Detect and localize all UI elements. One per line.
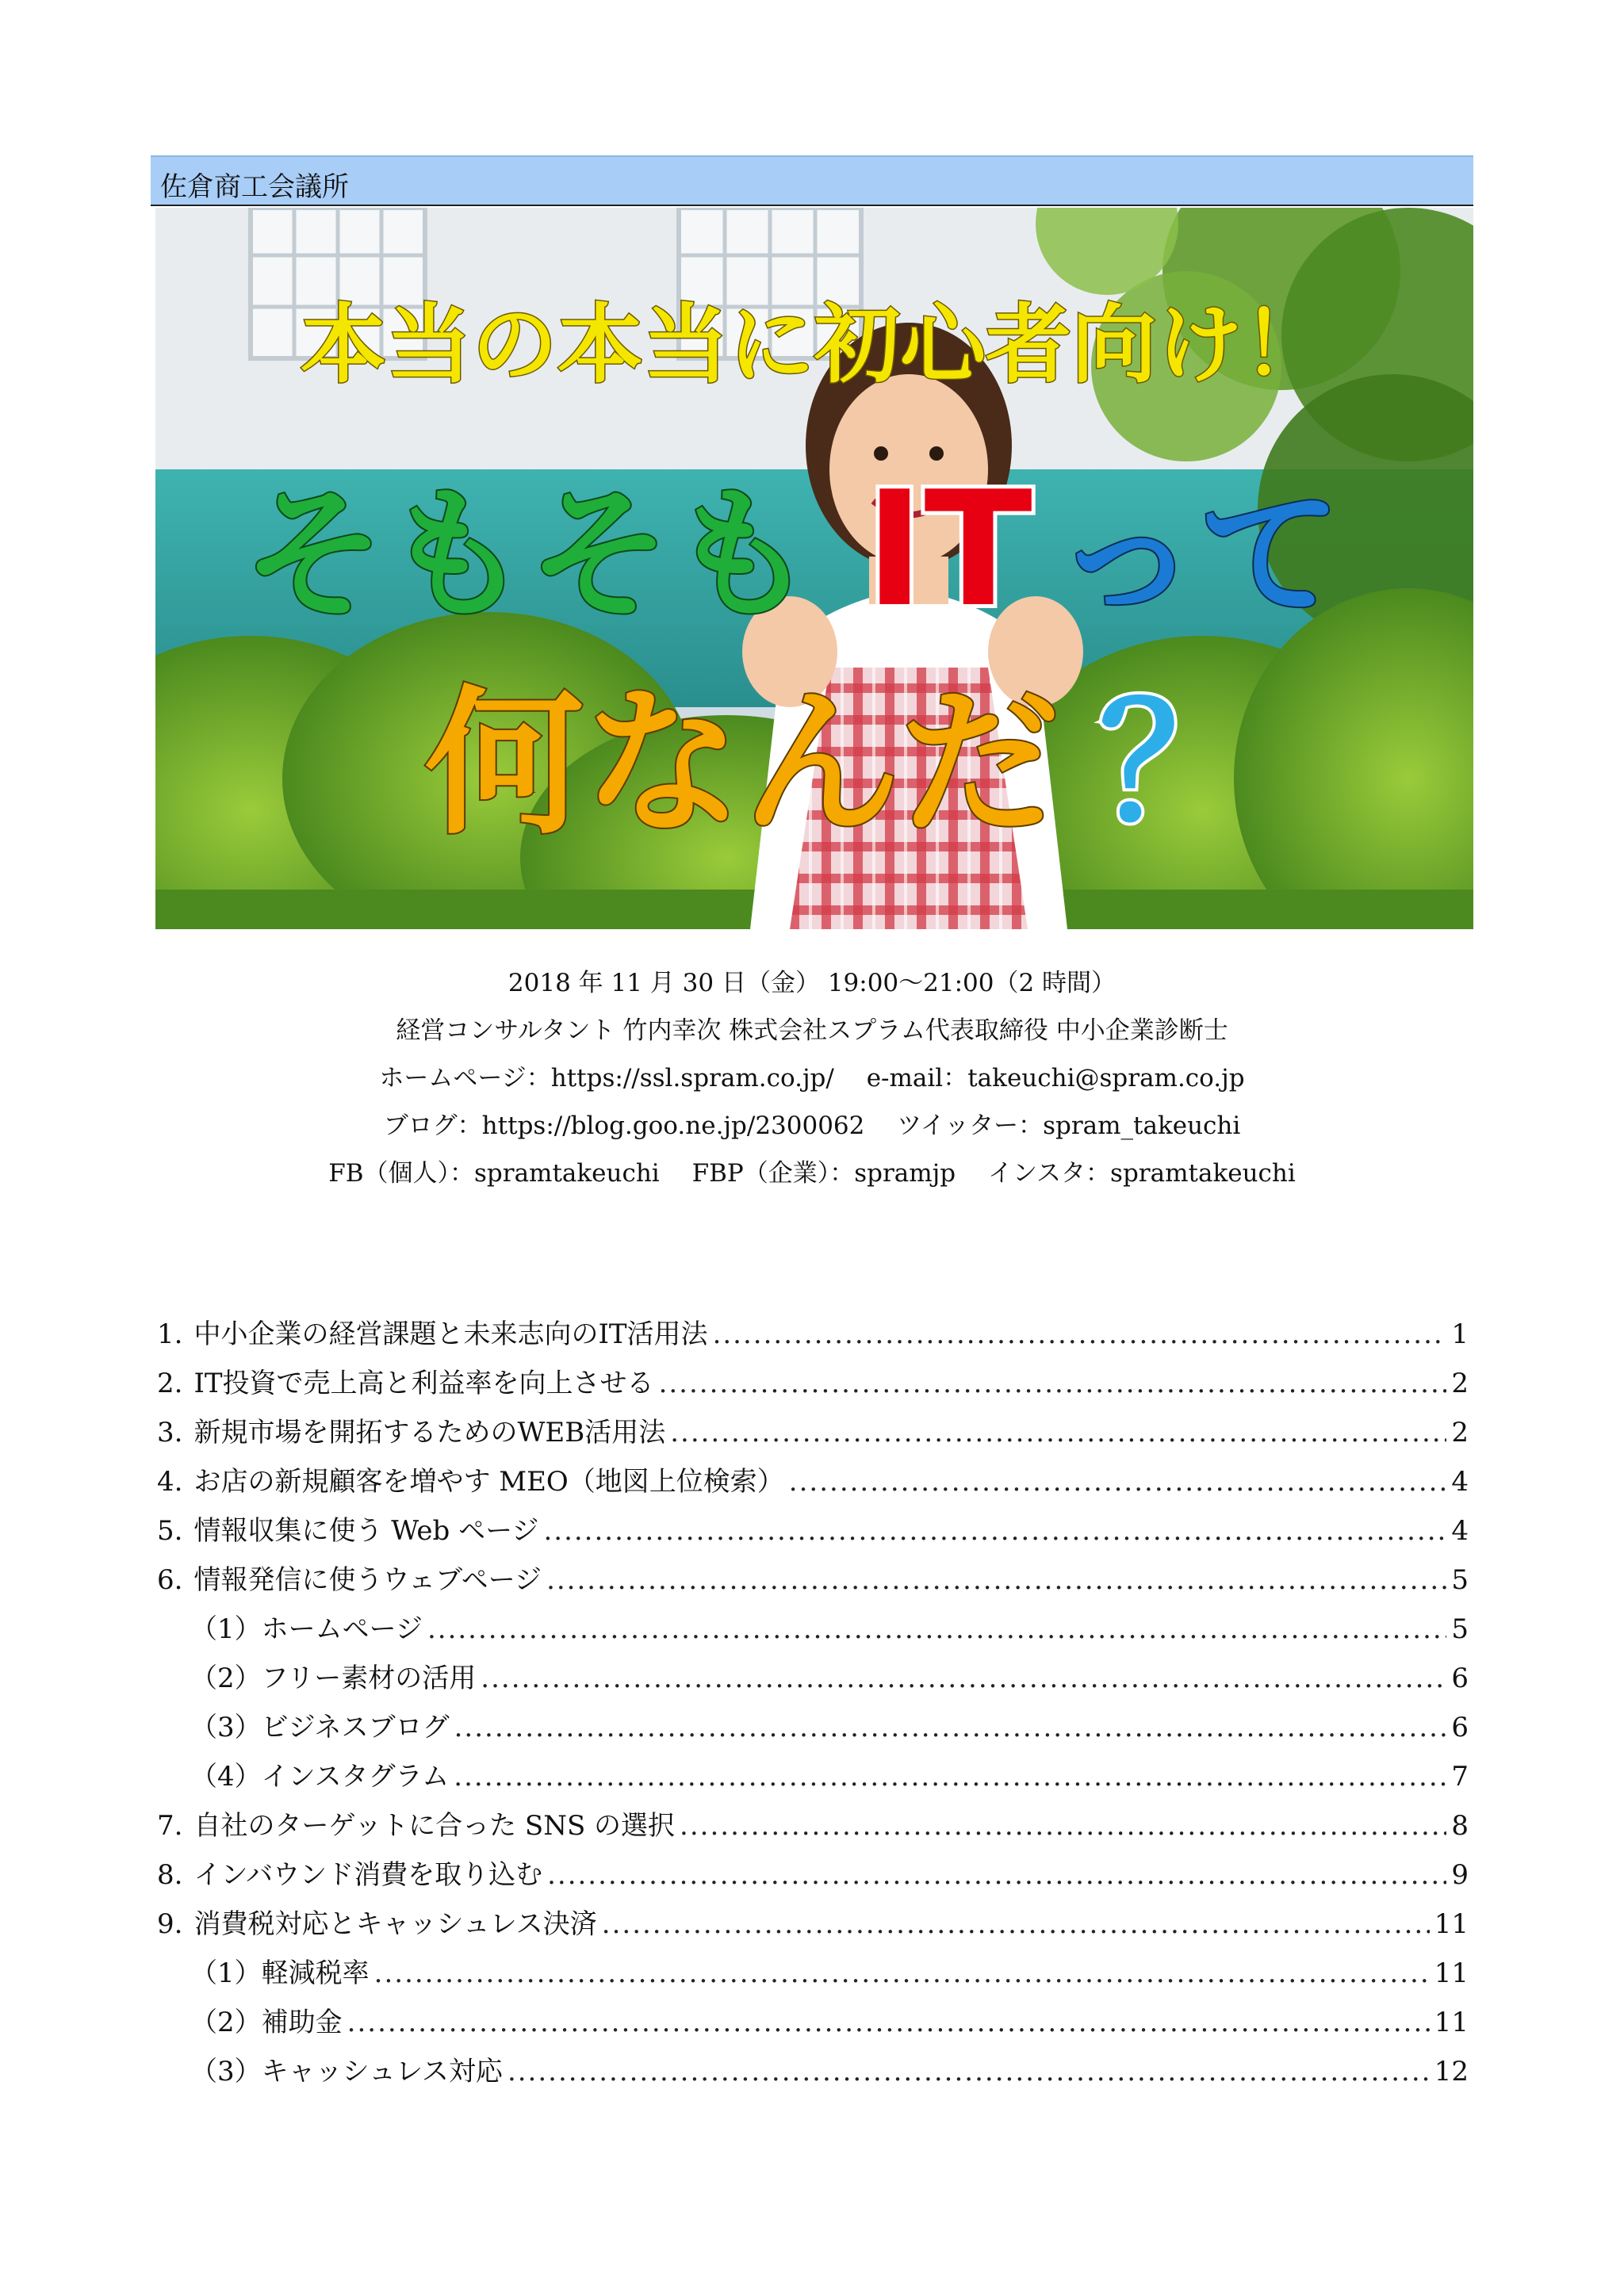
toc-label: 情報発信に使うウェブページ <box>193 1564 542 1596</box>
toc-page: 5 <box>1451 1564 1469 1596</box>
toc-subitem <box>157 1654 1469 1703</box>
toc-label: （4）インスタグラム <box>190 1761 450 1793</box>
toc-label: （1）ホームページ <box>190 1613 423 1645</box>
toc-page: 6 <box>1451 1663 1469 1694</box>
toc-subitem <box>157 1605 1469 1654</box>
toc-number: 4. <box>157 1466 183 1498</box>
seminar-date: 2018 年 11 月 30 日（金） 19:00～21:00（2 時間） <box>508 969 1116 997</box>
toc-label: （1）軽減税率 <box>190 1957 370 1989</box>
toc-item <box>157 1408 1469 1457</box>
seminar-info <box>151 959 1473 1197</box>
toc-page: 12 <box>1434 2056 1469 2087</box>
toc-leader <box>547 1850 1446 1900</box>
toc-page: 4 <box>1451 1466 1469 1498</box>
contact-sns: FB（個人）：spramtakeuchi FBP（企業）：spramjp インスタ：spramtakeuchi <box>328 1159 1296 1188</box>
toc-label: （2）フリー素材の活用 <box>190 1663 477 1694</box>
toc-number: 2. <box>157 1368 183 1399</box>
toc-subitem <box>157 1949 1469 1998</box>
toc-leader <box>602 1900 1430 1949</box>
toc-subitem <box>157 1998 1469 2047</box>
toc-label: 新規市場を開拓するためのWEB活用法 <box>193 1417 666 1448</box>
toc-item <box>157 1556 1469 1605</box>
organization-title: 佐倉商工会議所 <box>160 171 349 203</box>
toc-leader <box>481 1654 1446 1703</box>
toc-leader <box>680 1801 1446 1850</box>
toc-leader <box>454 1703 1447 1752</box>
toc-leader <box>454 1752 1446 1801</box>
toc-leader <box>543 1506 1446 1556</box>
toc-page: 11 <box>1434 2007 1469 2038</box>
toc-leader <box>508 2047 1430 2096</box>
banner-line-1: 本当の本当に初心者向け！ <box>300 296 1329 395</box>
toc-subitem <box>157 1752 1469 1801</box>
toc-page: 6 <box>1451 1712 1469 1743</box>
toc-leader <box>659 1359 1447 1408</box>
toc-leader <box>546 1556 1446 1605</box>
toc-number: 5. <box>157 1515 183 1547</box>
toc-number: 7. <box>157 1810 183 1842</box>
toc-label: お店の新規顧客を増やす MEO（地図上位検索） <box>193 1466 784 1498</box>
header-band <box>151 155 1473 206</box>
toc-number: 3. <box>157 1417 183 1448</box>
toc-leader <box>713 1310 1447 1359</box>
toc-label: 消費税対応とキャッシュレス決済 <box>193 1908 597 1940</box>
table-of-contents <box>157 1310 1469 2096</box>
toc-label: 中小企業の経営課題と未来志向のIT活用法 <box>193 1318 708 1350</box>
toc-number: 8. <box>157 1859 183 1891</box>
toc-leader <box>789 1457 1447 1506</box>
toc-item <box>157 1457 1469 1506</box>
toc-label: インバウンド消費を取り込む <box>193 1859 543 1891</box>
toc-page: 11 <box>1434 1957 1469 1989</box>
banner-line-2-part-2: IT <box>865 457 1032 642</box>
toc-leader <box>670 1408 1446 1457</box>
toc-label: IT投資で売上高と利益率を向上させる <box>193 1368 654 1399</box>
hero-banner <box>155 208 1473 929</box>
contact-homepage: ホームページ：https://ssl.spram.co.jp/ e-mail：takeuchi@spram.co.jp <box>379 1064 1245 1093</box>
toc-leader <box>347 1998 1430 2047</box>
toc-label: 自社のターゲットに合った SNS の選択 <box>193 1810 676 1842</box>
banner-line-2-part-3: って <box>1055 473 1342 638</box>
banner-line-3-part-1: 何なんだ <box>425 672 1060 856</box>
toc-item <box>157 1310 1469 1359</box>
toc-subitem <box>157 1703 1469 1752</box>
toc-item <box>157 1506 1469 1556</box>
seminar-speaker: 経営コンサルタント 竹内幸次 株式会社スプラム代表取締役 中小企業診断士 <box>396 1016 1228 1045</box>
toc-leader <box>427 1605 1446 1654</box>
toc-page: 8 <box>1451 1810 1469 1842</box>
toc-subitem <box>157 2047 1469 2096</box>
toc-page: 5 <box>1451 1613 1469 1645</box>
toc-item <box>157 1359 1469 1408</box>
toc-page: 2 <box>1451 1368 1469 1399</box>
contact-blog: ブログ：https://blog.goo.ne.jp/2300062 ツイッター：spram_takeuchi <box>383 1112 1241 1140</box>
hero-illustration <box>155 208 1473 929</box>
toc-number: 9. <box>157 1908 183 1940</box>
toc-label: （2）補助金 <box>190 2007 343 2038</box>
toc-page: 1 <box>1451 1318 1469 1350</box>
toc-item <box>157 1900 1469 1949</box>
banner-line-3-part-2: ？ <box>1099 672 1258 856</box>
toc-page: 2 <box>1451 1417 1469 1448</box>
toc-item <box>157 1850 1469 1900</box>
toc-label: （3）キャッシュレス対応 <box>190 2056 503 2087</box>
toc-number: 1. <box>157 1318 183 1350</box>
banner-line-2-part-1: そもそも <box>243 473 814 638</box>
toc-page: 7 <box>1451 1761 1469 1793</box>
toc-page: 4 <box>1451 1515 1469 1547</box>
toc-label: （3）ビジネスブログ <box>190 1712 450 1743</box>
toc-number: 6. <box>157 1564 183 1596</box>
toc-page: 9 <box>1451 1859 1469 1891</box>
toc-item <box>157 1801 1469 1850</box>
toc-leader <box>374 1949 1430 1998</box>
toc-page: 11 <box>1434 1908 1469 1940</box>
toc-label: 情報収集に使う Web ページ <box>193 1515 539 1547</box>
